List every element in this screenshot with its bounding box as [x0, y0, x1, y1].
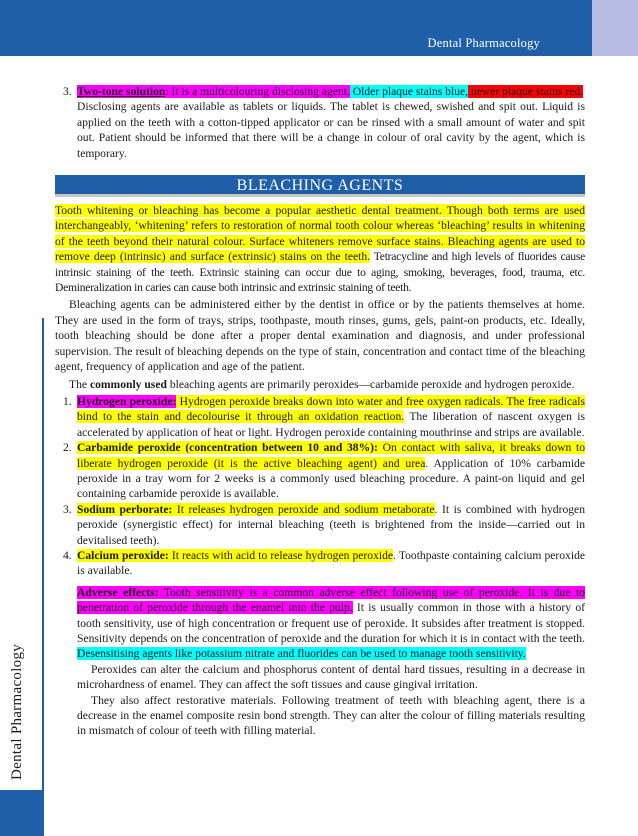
paragraph: Peroxides can alter the calcium and phosphorus content of dental hard tissues, resulting in a decrease in microhardness of enamel. They can affect the soft tissues and cause gingival irritation. [77, 662, 585, 692]
list-item [63, 548, 585, 579]
highlight-red: newer plaque stains red. [468, 85, 583, 98]
adverse-title: Adverse effects: [77, 585, 159, 599]
item-body: Disclosing agents are available as tablets or liquids. The tablet is chewed, swished and spit out. Liquid is applied on the teeth with a cotton-tipped applicator or can be rinsed with a small amount of water and spit out. Patient should be informed that there will be a change in colour of oral cavity by the agent, which is temporary. [77, 100, 585, 160]
intro-paragraph [55, 203, 585, 295]
item-title: Carbamide peroxide (concentration between 10 and 38%): [77, 441, 378, 455]
item-rest: . It is combined with hydrogen peroxide (synergistic effect) for internal bleaching (teeth is brightened from the inside—carried out in devitalised teeth). [77, 502, 585, 547]
highlight-yellow: Tooth whitening or bleaching has become a popular aesthetic dental treatment. Though both terms are used interchangeably, ‘whitening’ refers to restoration of normal tooth colour whereas ‘bleaching’ results in whitening of the teeth beyond their natural colour. Surface whiteners remove surface stains. Bleaching agents are used to remove deep (intrinsic) and surface (extrinsic) stains on the teeth. [55, 204, 585, 264]
highlight-yellow: Hydrogen peroxide breaks down into water and free oxygen radicals. The free radicals bind to the stain and decolourise it through an oxidation reaction. [77, 394, 585, 424]
item-text [77, 548, 585, 579]
highlight-yellow: It reacts with acid to release hydrogen peroxide [168, 548, 394, 562]
highlight-magenta: : It is a multicolouring disclosing agent. [165, 85, 350, 98]
item-title: Two-tone solution [77, 85, 166, 98]
item-number: 3. [63, 502, 72, 516]
paragraph [55, 377, 585, 392]
bold-text: commonly used [89, 377, 167, 391]
side-bottom-block [0, 790, 42, 836]
item-text [77, 394, 585, 440]
item-rest: . Toothpaste containing calcium peroxide is available. [77, 548, 586, 578]
page-content [55, 84, 585, 739]
header-corner-block [592, 0, 638, 56]
running-header: Dental Pharmacology [427, 36, 540, 50]
item-number: 4. [63, 548, 72, 562]
item-title: Hydrogen peroxide: [77, 394, 177, 408]
adverse-paragraph [77, 585, 585, 662]
intro-rest: Tetracycline and high levels of fluorides cause intrinsic staining of the teeth. Extrinsic staining can occur due to aging, smoking, beverages, food, trauma, etc. Demineralization in caries can cause both intrinsic and extrinsic staining of teeth. [55, 250, 585, 295]
item-text [77, 84, 585, 161]
highlight-cyan: Older plaque stains blue, [349, 85, 469, 98]
list-item [63, 394, 585, 440]
section-heading: BLEACHING AGENTS [55, 175, 585, 197]
item-number: 2. [63, 441, 72, 455]
item-text [77, 440, 585, 502]
item-title: Sodium perborate: [77, 502, 173, 516]
paragraph: They also affect restorative materials. Following treatment of teeth with bleaching agent, there is a decrease in the enamel composite resin bond strength. They can alter the colour of filling materials resulting in mismatch of colour of teeth with filling material. [77, 693, 585, 738]
item-number: 3. [63, 85, 72, 98]
paragraph: Bleaching agents can be administered either by the dentist in office or by the patients themselves at home. They are used in the form of trays, strips, toothpaste, mouth rinses, gums, gels, paint-on products, etc. Ideally, tooth bleaching should be done after a proper dental examination and diagnosis, and under professional supervision. The result of bleaching depends on the type of stain, concentration and contact time of the bleaching agent, frequency of application and age of the patient. [55, 298, 585, 374]
list-item [63, 440, 585, 502]
adverse-mid: It is usually common in those with a history of tooth sensitivity, use of high concentration or frequent use of peroxide. It subsides after treatment is stopped. Sensitivity depends on the concentration of peroxide and the duration for which it is in contact with the teeth. [77, 601, 585, 645]
side-running-label: Dental Pharmacology [9, 643, 25, 780]
text: The [69, 377, 90, 391]
side-rule [42, 318, 44, 836]
highlight-magenta: Tooth sensitivity is a common adverse effect following use of peroxide. It is due to penetration of peroxide through the enamel into the pulp. [77, 585, 586, 615]
highlight-cyan: Desensitising agents like potassium nitrate and fluorides can be used to manage tooth sensitivity. [77, 647, 526, 661]
list-item [63, 84, 585, 161]
item-rest: The liberation of nascent oxygen is accelerated by application of heat or light. Hydrogen peroxide containing mouthrinse and strips are available. [77, 410, 585, 439]
highlight-yellow: On contact with saliva, it breaks down to liberate hydrogen peroxide (it is the active bleaching agent) and urea [77, 441, 585, 470]
highlight-yellow: It releases hydrogen peroxide and sodium metaborate [172, 502, 435, 516]
item-text [77, 502, 585, 548]
list-item [63, 502, 585, 548]
item-title: Calcium peroxide: [77, 548, 169, 562]
item-rest: . Application of 10% carbamide peroxide in a tray worn for 2 weeks is a commonly used bleaching procedure. A paint-on liquid and gel containing carbamide peroxide is available. [77, 456, 585, 501]
item-number: 1. [63, 394, 72, 408]
adverse-effects-block [77, 585, 585, 739]
text: bleaching agents are primarily peroxides—carbamide peroxide and hydrogen peroxide. [166, 377, 575, 391]
